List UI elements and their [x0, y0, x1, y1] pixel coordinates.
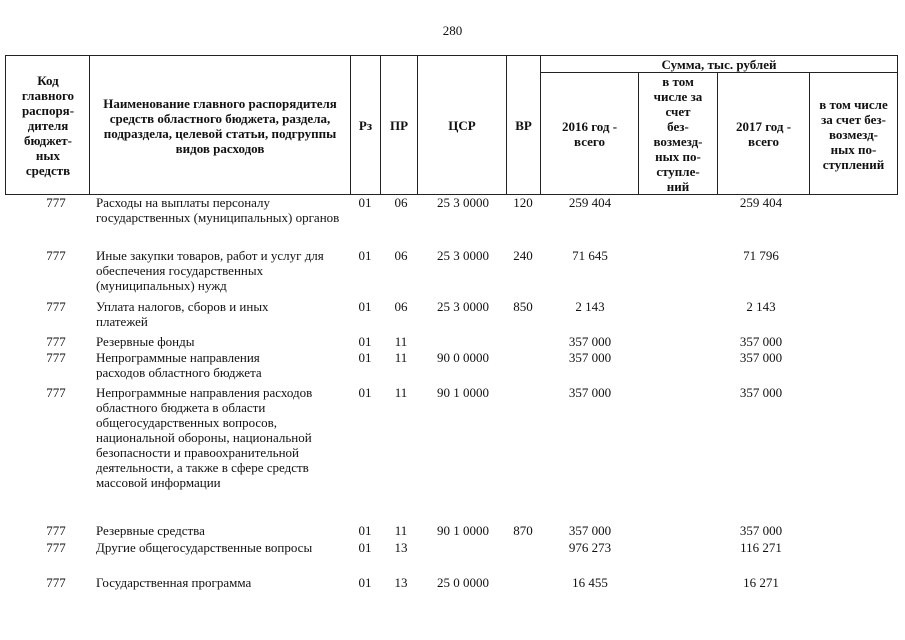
cell-sum-2017: 357 000	[739, 523, 783, 538]
cell-sum-2016: 976 273	[568, 540, 612, 555]
cell-sum-2016: 16 455	[572, 575, 608, 590]
cell-rz: 01	[358, 523, 372, 538]
cell-code: 777	[46, 299, 66, 314]
cell-sum-2017: 357 000	[739, 350, 783, 365]
cell-csr: 90 1 0000	[437, 385, 489, 400]
cell-csr: 25 0 0000	[437, 575, 489, 590]
cell-code: 777	[46, 195, 66, 210]
header-name: Наименование главного распорядителя средств областного бюджета, раздела, подраздела, целевой статьи, подгруппы видов расходов	[103, 95, 337, 156]
cell-name: Государственная программа	[96, 575, 252, 590]
cell-code: 777	[46, 248, 66, 263]
header-total-2017: 2017 год - всего	[735, 119, 792, 149]
cell-sum-2017: 116 271	[740, 540, 782, 555]
cell-pr: 11	[394, 350, 408, 365]
header-pr: ПР	[389, 118, 409, 133]
header-csr: ЦСР	[448, 118, 476, 133]
page-number: 280	[442, 23, 463, 38]
header-vr: ВР	[515, 118, 532, 133]
cell-name: Уплата налогов, сборов и иных платежей	[96, 299, 269, 329]
cell-csr: 25 3 0000	[437, 195, 489, 210]
cell-pr: 13	[394, 540, 408, 555]
cell-pr: 06	[394, 195, 408, 210]
cell-sum-2016: 357 000	[568, 350, 612, 365]
cell-sum-2016: 259 404	[568, 195, 612, 210]
cell-csr: 25 3 0000	[437, 299, 489, 314]
cell-csr: 90 1 0000	[437, 523, 489, 538]
cell-name: Расходы на выплаты персоналу государственных (муниципальных) органов	[96, 195, 340, 225]
cell-sum-2017: 71 796	[743, 248, 779, 263]
cell-rz: 01	[358, 334, 372, 349]
cell-sum-2016: 2 143	[575, 299, 605, 314]
header-sum-group: Сумма, тыс. рублей	[661, 56, 777, 72]
cell-csr: 25 3 0000	[437, 248, 489, 263]
cell-code: 777	[46, 385, 66, 400]
header-gratis-2017: в том числе за счет без-возмезд-ных по-ступлений	[819, 96, 888, 172]
cell-sum-2016: 357 000	[568, 334, 612, 349]
header-code: Код главного распоря-дителя бюджет-ных средств	[21, 73, 75, 178]
cell-sum-2016: 71 645	[572, 248, 608, 263]
cell-name: Непрограммные направления расходов областного бюджета в области общегосударственных вопросов, национальной обороны, национальной безопасности и правоохранительной деятельности, а также в сфере средств массовой информации	[96, 385, 313, 490]
cell-pr: 13	[394, 575, 408, 590]
header-total-2016: 2016 год - всего	[561, 119, 618, 149]
cell-code: 777	[46, 523, 66, 538]
cell-pr: 06	[394, 248, 408, 263]
cell-sum-2017: 259 404	[739, 195, 783, 210]
header-rz: Рз	[358, 118, 373, 133]
cell-name: Резервные фонды	[96, 334, 195, 349]
cell-rz: 01	[358, 195, 372, 210]
cell-rz: 01	[358, 575, 372, 590]
cell-name: Другие общегосударственные вопросы	[96, 540, 313, 555]
cell-rz: 01	[358, 299, 372, 314]
cell-sum-2017: 357 000	[739, 385, 783, 400]
cell-sum-2017: 16 271	[743, 575, 779, 590]
header-gratis-2016: в том числе за счет без-возмезд-ных по-ступле-ний	[653, 74, 703, 194]
cell-pr: 11	[394, 523, 408, 538]
cell-code: 777	[46, 575, 66, 590]
cell-code: 777	[46, 334, 66, 349]
cell-pr: 11	[394, 385, 408, 400]
cell-name: Резервные средства	[96, 523, 205, 538]
cell-vr: 870	[513, 523, 533, 538]
cell-name: Иные закупки товаров, работ и услуг для обеспечения государственных (муниципальных) нужд	[96, 248, 324, 293]
cell-rz: 01	[358, 385, 372, 400]
cell-pr: 06	[394, 299, 408, 314]
cell-rz: 01	[358, 248, 372, 263]
cell-sum-2016: 357 000	[568, 385, 612, 400]
cell-code: 777	[46, 540, 66, 555]
cell-name: Непрограммные направления расходов областного бюджета	[96, 350, 262, 380]
cell-sum-2016: 357 000	[568, 523, 612, 538]
cell-code: 777	[46, 350, 66, 365]
cell-vr: 120	[513, 195, 533, 210]
cell-csr: 90 0 0000	[437, 350, 489, 365]
table-header	[5, 55, 898, 195]
cell-rz: 01	[358, 350, 372, 365]
cell-rz: 01	[358, 540, 372, 555]
cell-sum-2017: 2 143	[746, 299, 776, 314]
cell-vr: 850	[513, 299, 533, 314]
cell-pr: 11	[394, 334, 408, 349]
cell-sum-2017: 357 000	[739, 334, 783, 349]
cell-vr: 240	[513, 248, 533, 263]
